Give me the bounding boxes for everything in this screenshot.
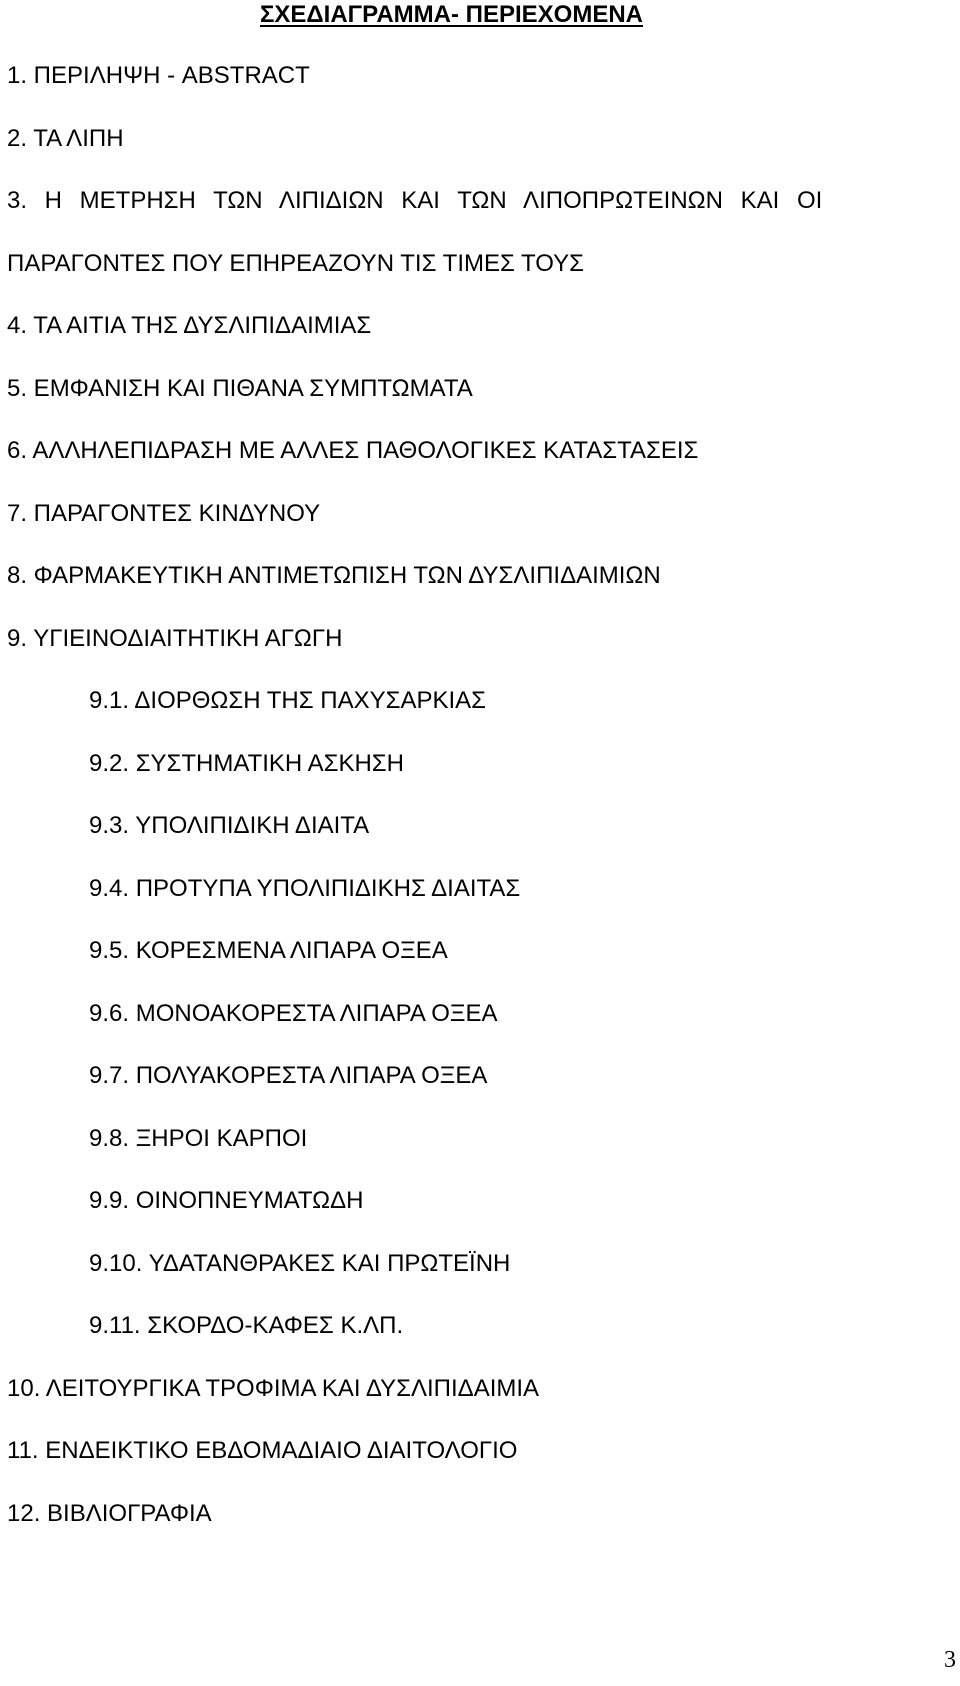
toc-item-9-9: 9.9. ΟΙΝΟΠΝΕΥΜΑΤΩΔΗ xyxy=(89,1187,364,1214)
toc-item-1: 1. ΠΕΡΙΛΗΨΗ - ABSTRACT xyxy=(7,62,310,89)
toc-item-3 xyxy=(7,185,960,248)
toc-item-3-continued: ΠΑΡΑΓΟΝΤΕΣ ΠΟΥ ΕΠΗΡΕΑΖΟΥΝ ΤΙΣ ΤΙΜΕΣ ΤΟΥΣ xyxy=(7,249,585,277)
toc-item-9-5: 9.5. ΚΟΡΕΣΜΕΝΑ ΛΙΠΑΡΑ ΟΞΕΑ xyxy=(89,937,448,964)
toc-item-2: 2. ΤΑ ΛΙΠΗ xyxy=(7,124,124,152)
toc-item-7: 7. ΠΑΡΑΓΟΝΤΕΣ ΚΙΝΔΥΝΟΥ xyxy=(7,499,321,527)
toc-item-9-6: 9.6. ΜΟΝΟΑΚΟΡΕΣΤΑ ΛΙΠΑΡΑ ΟΞΕΑ xyxy=(89,999,498,1027)
toc-item-9-10: 9.10. ΥΔΑΤΑΝΘΡΑΚΕΣ ΚΑΙ ΠΡΩΤΕΪΝΗ xyxy=(89,1249,511,1277)
toc-item-4: 4. ΤΑ ΑΙΤΙΑ ΤΗΣ ΔΥΣΛΙΠΙΔΑΙΜΙΑΣ xyxy=(7,312,372,339)
toc-item-9: 9. ΥΓΙΕΙΝΟΔΙΑΙΤΗΤΙΚΗ ΑΓΩΓΗ xyxy=(7,624,343,652)
document-title: ΣΧΕΔΙΑΓΡΑΜΜΑ- ΠΕΡΙΕΧΟΜΕΝΑ xyxy=(260,1,643,28)
toc-item-6: 6. ΑΛΛΗΛΕΠΙΔΡΑΣΗ ΜΕ ΑΛΛΕΣ ΠΑΘΟΛΟΓΙΚΕΣ ΚΑΤΑΣΤΑΣΕΙΣ xyxy=(7,437,699,464)
toc-item-12: 12. ΒΙΒΛΙΟΓΡΑΦΙΑ xyxy=(7,1499,212,1527)
toc-item-9-1: 9.1. ΔΙΟΡΘΩΣΗ ΤΗΣ ΠΑΧΥΣΑΡΚΙΑΣ xyxy=(89,687,486,714)
toc-item-5: 5. ΕΜΦΑΝΙΣΗ ΚΑΙ ΠΙΘΑΝΑ ΣΥΜΠΤΩΜΑΤΑ xyxy=(7,374,473,402)
toc-item-11: 11. ΕΝΔΕΙΚΤΙΚΟ ΕΒΔΟΜΑΔΙΑΙΟ ΔΙΑΙΤΟΛΟΓΙΟ xyxy=(7,1437,518,1464)
toc-item-9-11: 9.11. ΣΚΟΡΔΟ-ΚΑΦΕΣ Κ.ΛΠ. xyxy=(89,1312,404,1339)
page-number: 3 xyxy=(944,1647,956,1673)
toc-item-10: 10. ΛΕΙΤΟΥΡΓΙΚΑ ΤΡΟΦΙΜΑ ΚΑΙ ΔΥΣΛΙΠΙΔΑΙΜΙΑ xyxy=(7,1374,540,1402)
toc-item-9-3: 9.3. ΥΠΟΛΙΠΙΔΙΚΗ ΔΙΑΙΤΑ xyxy=(89,812,370,839)
toc-item-9-7: 9.7. ΠΟΛΥΑΚΟΡΕΣΤΑ ΛΙΠΑΡΑ ΟΞΕΑ xyxy=(89,1062,488,1089)
table-of-contents xyxy=(7,60,960,1560)
toc-item-9-4: 9.4. ΠΡΟΤΥΠΑ ΥΠΟΛΙΠΙΔΙΚΗΣ ΔΙΑΙΤΑΣ xyxy=(89,874,521,902)
toc-item-9-2: 9.2. ΣΥΣΤΗΜΑΤΙΚΗ ΑΣΚΗΣΗ xyxy=(89,749,404,777)
toc-item-3-line-1: 3. Η ΜΕΤΡΗΣΗ ΤΩΝ ΛΙΠΙΔΙΩΝ ΚΑΙ ΤΩΝ ΛΙΠΟΠΡΩΤΕΙΝΩΝ ΚΑΙ ΟΙ xyxy=(7,187,823,214)
toc-item-8: 8. ΦΑΡΜΑΚΕΥΤΙΚΗ ΑΝΤΙΜΕΤΩΠΙΣΗ ΤΩΝ ΔΥΣΛΙΠΙΔΑΙΜΙΩΝ xyxy=(7,562,661,589)
toc-item-9-8: 9.8. ΞΗΡΟΙ ΚΑΡΠΟΙ xyxy=(89,1124,308,1152)
